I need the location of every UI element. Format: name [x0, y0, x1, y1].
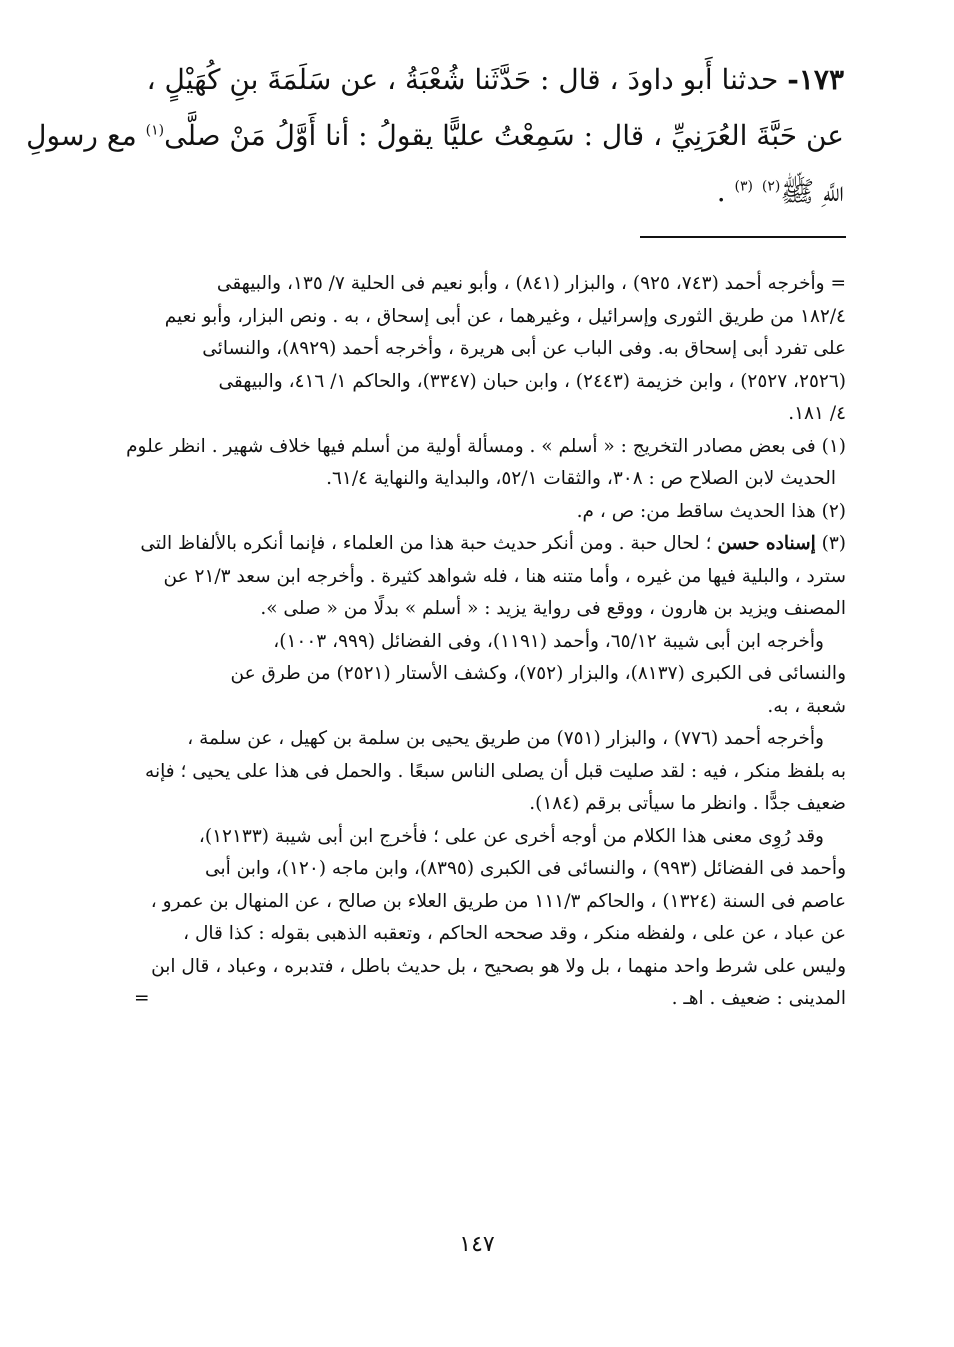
footnote-line [134, 983, 846, 1016]
page-number: ١٤٧ [459, 1232, 495, 1257]
footnote-2: (٢) هذا الحديث ساقط من: ص ، م. [576, 500, 846, 522]
hadith-line [124, 164, 844, 220]
footnote-text: ؛ لحال حبة . ومن أنكر حديث حبة هذا من العلماء ، فإنما أنكره بالألفاظ التى [140, 533, 712, 554]
footnote-ref: (٢) [761, 178, 781, 195]
hadith-line-text: . [716, 175, 726, 208]
hadith-number: ١٧٣- [787, 63, 844, 96]
footnote-line: وأخرجه ابن أبى شيبة ٦٥/١٢، وأحمد (١١٩١)، وفى الفضائل (٩٩٩، ١٠٠٣)، [273, 630, 824, 652]
footnote-line: وأحمد فى الفضائل (٩٩٣) ، والنسائى فى الكبرى (٨٣٩٥)، وابن ماجه (١٢٠)، وابن أبى [205, 858, 846, 879]
continuation-mark: = [134, 988, 150, 1009]
footnote-line: به بلفظ منكر ، فيه : لقد صليت قبل أن يصلى الناس سبعًا . والحمل فى هذا على يحيى ؛ فإنه [145, 760, 846, 782]
footnote-line: عن عباد ، عن على ، ولفظه منكر ، وقد صححه الحاكم ، وتعقبه الذهبى بقوله : كذا قال ، [183, 923, 846, 944]
grading-text: إسناده حسن [717, 533, 816, 554]
footnote-line: الحديث لابن الصلاح ص : ٣٠٨، والثقات ٥٢/١، والبداية والنهاية ٦١/٤. [326, 468, 836, 489]
footnote-line: ضعيف جدًّا . وانظر ما سيأتى برقم (١٨٤). [529, 793, 846, 814]
footnote-line: = وأخرجه أحمد (٧٤٣، ٩٢٥) ، والبزار (٨٤١) ، وأبو نعيم فى الحلية ٧/ ١٣٥، والبيهقى [216, 273, 846, 294]
hadith-line-text: مع رسولِ [26, 119, 137, 152]
hadith-line-text: حدثنا أَبو داودَ ، قال : حَدَّثَنا شُعْبَةُ ، عن سَلَمَةَ بنِ كُهَيْلٍ ، [146, 63, 779, 96]
footnote-ref: (٣) [734, 178, 753, 195]
footnote-label: (٣) [821, 533, 846, 554]
footnote-line: على تفرد أبى إسحاق به. وفى الباب عن أبى هريرة ، وأخرجه أحمد (٨٩٢٩)، والنسائى [202, 338, 846, 359]
footnote-divider [640, 236, 846, 238]
footnote-line: (٢٥٢٦، ٢٥٢٧) ، وابن خزيمة (٢٤٤٣) ، وابن حبان (٣٣٤٧)، والحاكم ١/ ٤١٦، والبيهقى [218, 370, 846, 392]
hadith-line [26, 108, 844, 164]
footnote-line: عاصم فى السنة (١٣٢٤) ، والحاكم ١١١/٣ من طريق العلاء بن صالح ، عن المنهال بن عمرو ، [150, 890, 846, 912]
footnotes [126, 268, 846, 1016]
hadith-line-text: عن حَبَّةَ العُرَنِيِّ ، قال : سَمِعْتُ عليًّا يقولُ : أنا أَوَّلُ مَنْ صلَّى [164, 119, 844, 152]
hadith-text [26, 52, 844, 220]
hadith-line [124, 52, 844, 108]
footnote-text: المدينى : ضعيف . اهـ . [671, 988, 846, 1009]
footnote-line: والنسائى فى الكبرى (٨١٣٧)، والبزار (٧٥٢)، وكشف الأستار (٢٥٢١) من طرق عن [230, 663, 846, 684]
footnote-1: (١) فى بعض مصادر التخريج : « أسلم » . ومسألة أولية من أسلم فيها خلاف شهير . انظر علوم [126, 435, 846, 457]
footnote-3 [134, 528, 846, 561]
footnote-line: شعبة ، به. [767, 695, 846, 717]
footnote-line: وأخرجه أحمد (٧٧٦) ، والبزار (٧٥١) من طريق يحيى بن سلمة بن كهيل ، عن سلمة ، [187, 728, 824, 749]
footnote-ref: (١) [145, 122, 165, 139]
footnote-line: ٤/ ١٨١. [788, 403, 846, 424]
footnote-line: ١٨٢/٤ من طريق الثورى وإسرائيل ، وغيرهما ، عن أبى إسحاق ، به . ونص البزار، وأبو نعيم [164, 305, 846, 327]
hadith-line-text: اللَّهِ ﷺ [780, 175, 844, 208]
footnote-line: سترد ، والبلية فيها من غيره ، وأما متنه هنا ، فله شواهد كثيرة . وأخرجه ابن سعد ٢١/٣ عن [163, 565, 846, 587]
footnote-line: وقد رُوِى معنى هذا الكلام من أوجه أخرى عن على ؛ فأخرج ابن أبى شيبة (١٢١٣٣)، [198, 825, 824, 847]
footnote-line: وليس على شرط واحد منهما ، بل ولا هو بصحيح ، بل حديث باطل ، فتدبره ، وعباد ، قال ابن [151, 955, 846, 977]
footnote-line: المصنف ويزيد بن هارون ، ووقع فى رواية يزيد : « أسلم » بدلًا من « صلى ». [260, 598, 846, 619]
